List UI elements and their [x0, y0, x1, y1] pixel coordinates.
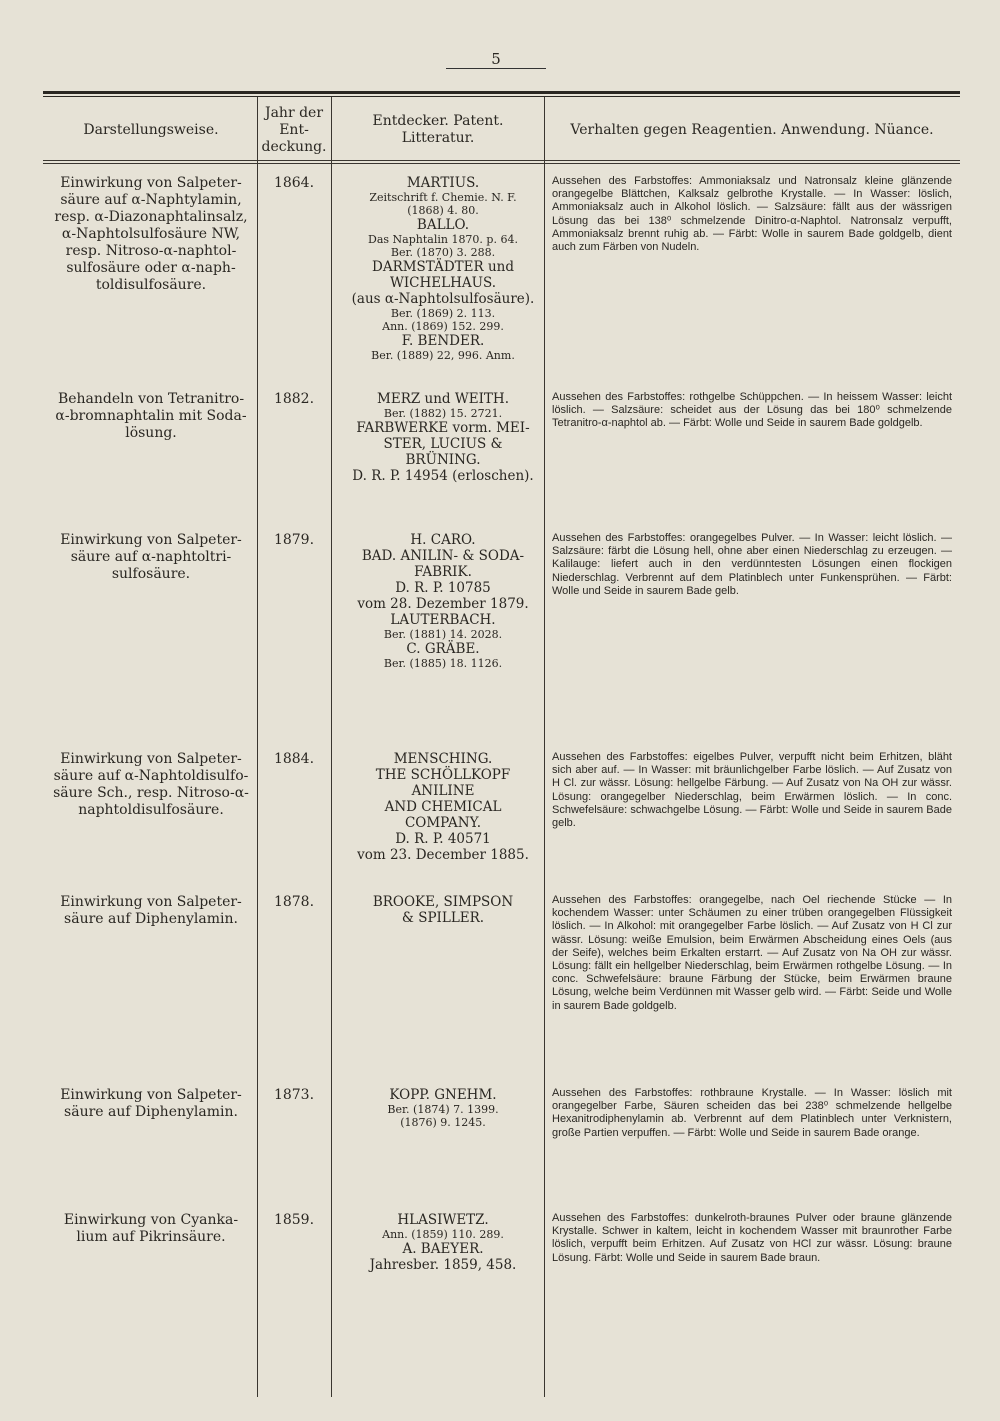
row-1-method: Einwirkung von Salpeter-säure auf α-Naphtylamin, resp. α-Diazonaphtalinsalz, α-Naphtolsulfosäure NW, resp. Nitroso-α-naphtol-sulfosäure oder α-naph-toldisulfosäure.	[54, 175, 248, 293]
reference-line: FABRIK.	[414, 564, 472, 580]
reference-line: MARTIUS.	[406, 175, 480, 191]
header-year: Jahr der Ent-deckung.	[261, 104, 327, 155]
header-rule-double	[43, 163, 960, 164]
reference-line: Das Naphtalin 1870. p. 64.	[368, 233, 518, 246]
row-1-behaviour: Aussehen des Farbstoffes: Ammoniaksalz und Natronsalz kleine glänzende orangegelbe Blättchen, Kalksalz gelbrothe Krystalle. — In Wasser: löslich, Ammoniaksalz auch in Alkohol löslich. — Salzsäure: fällt aus der wässrigen Lösung das bei 138⁰ schmelzende Dinitro-α-Naphtol. Natronsalz verpufft, Ammoniaksalz brennt ruhig ab. — Färbt: Wolle in saurem Bade goldgelb, dient auch zum Färben von Nudeln.	[552, 175, 952, 254]
reference-line: Ber. (1885) 18. 1126.	[383, 657, 503, 670]
row-5-year: 1878.	[273, 894, 315, 910]
reference-line: Zeitschrift f. Chemie. N. F.	[369, 191, 517, 204]
reference-line: Ann. (1869) 152. 299.	[382, 320, 504, 333]
reference-line: FARBWERKE vorm. MEI-	[356, 420, 530, 436]
row-4-year: 1884.	[273, 751, 315, 767]
reference-line: AND CHEMICAL COMPANY.	[384, 799, 502, 831]
reference-line: (aus α-Naphtolsulfosäure).	[351, 291, 535, 307]
reference-line: D. R. P. 40571	[395, 831, 491, 847]
reference-line: Jahresber. 1859, 458.	[369, 1257, 517, 1273]
row-2-year: 1882.	[273, 391, 315, 407]
reference-line: HLASIWETZ.	[397, 1212, 489, 1228]
reference-line: vom 28. Dezember 1879.	[357, 596, 529, 612]
reference-line: & SPILLER.	[401, 910, 485, 926]
row-6-refs	[345, 1087, 541, 1129]
reference-line: BALLO.	[416, 217, 470, 233]
reference-line: (1868) 4. 80.	[407, 204, 479, 217]
reference-line: Ber. (1874) 7. 1399.	[387, 1103, 499, 1116]
reference-line: BAD. ANILIN- & SODA-	[361, 548, 525, 564]
row-1-refs	[345, 175, 541, 362]
row-4-refs	[345, 751, 541, 863]
row-5-method: Einwirkung von Salpeter-säure auf Diphenylamin.	[60, 894, 242, 927]
reference-line: STER, LUCIUS & BRÜNING.	[383, 436, 503, 468]
reference-line: Ber. (1889) 22, 996. Anm.	[371, 349, 515, 362]
column-divider	[257, 97, 258, 1397]
header-rule	[43, 160, 960, 161]
row-7-year: 1859.	[273, 1212, 315, 1228]
header-behaviour: Verhalten gegen Reagentien. Anwendung. Nüance.	[570, 121, 934, 138]
reference-line: C. GRÄBE.	[406, 641, 480, 657]
row-2-refs	[345, 391, 541, 484]
row-5-refs	[345, 894, 541, 926]
page-number-rule	[446, 68, 546, 69]
row-6-behaviour: Aussehen des Farbstoffes: rothbraune Krystalle. — In Wasser: löslich mit orangegelber Farbe, Säuren scheiden das bei 238⁰ schmelzende hellgelbe Hexanitrodiphenylamin ab. Verbrennt auf dem Platinblech unter Verknistern, große Partien verpuffen. — Färbt: Wolle und Seide in saurem Bade orange.	[552, 1087, 952, 1139]
reference-line: (1876) 9. 1245.	[400, 1116, 486, 1129]
reference-line: D. R. P. 10785	[395, 580, 491, 596]
column-divider	[544, 97, 545, 1397]
row-6-method: Einwirkung von Salpeter-säure auf Diphenylamin.	[60, 1087, 242, 1120]
header-method: Darstellungsweise.	[83, 121, 219, 138]
top-rule-thin	[43, 96, 960, 97]
reference-line: Ber. (1882) 15. 2721.	[383, 407, 503, 420]
page-number: 5	[491, 50, 501, 68]
row-7-refs	[345, 1212, 541, 1273]
top-rule	[43, 91, 960, 94]
row-7-method: Einwirkung von Cyanka-lium auf Pikrinsäure.	[63, 1212, 239, 1245]
reference-line: BROOKE, SIMPSON	[372, 894, 514, 910]
reference-line: Ann. (1859) 110. 289.	[382, 1228, 504, 1241]
reference-line: Ber. (1870) 3. 288.	[390, 246, 496, 259]
row-1-year: 1864.	[273, 175, 315, 191]
row-3-refs	[345, 532, 541, 670]
reference-line: KOPP. GNEHM.	[389, 1087, 497, 1103]
reference-line: Ber. (1869) 2. 113.	[390, 307, 496, 320]
header-discoverer-line2: Litteratur.	[401, 130, 475, 146]
reference-line: A. BAEYER.	[402, 1241, 484, 1257]
row-6-year: 1873.	[273, 1087, 315, 1103]
row-5-behaviour: Aussehen des Farbstoffes: orangegelbe, nach Oel riechende Stücke — In kochendem Wasser: unter Schäumen zu einer trüben orangegelben Flüssigkeit löslich. — In Alkohol: mit orangegelber Farbe löslich. — Auf Zusatz von H Cl zur wässr. Lösung: weiße Emulsion, beim Erwärmen Abscheidung eines Oels (aus der Seife), welches beim Erkalten erstarrt. — Auf Zusatz von Na OH zur wässr. Lösung: fällt ein hellgelber Niederschlag, beim Erwärmen rothgelbe Lösung. — In conc. Schwefelsäure: braune Färbung der Stücke, beim Erwärmen braune Lösung, welche beim Verdünnen mit Wasser gelb wird. — Färbt: Seide und Wolle in saurem Bade goldgelb.	[552, 894, 952, 1012]
row-2-behaviour: Aussehen des Farbstoffes: rothgelbe Schüppchen. — In heissem Wasser: leicht löslich. — Salzsäure: scheidet aus der Lösung das bei 180⁰ schmelzende Tetranitro-α-naphtol ab. — Färbt: Wolle und Seide in saurem Bade goldgelb.	[552, 391, 952, 430]
reference-line: MERZ und WEITH.	[377, 391, 509, 407]
reference-line: vom 23. December 1885.	[357, 847, 529, 863]
reference-line: THE SCHÖLLKOPF ANILINE	[375, 767, 511, 799]
reference-line: WICHELHAUS.	[389, 275, 497, 291]
header-discoverer	[335, 100, 541, 160]
reference-line: D. R. P. 14954 (erloschen).	[352, 468, 534, 484]
header-discoverer-line1: Entdecker. Patent.	[372, 113, 504, 129]
reference-line: H. CARO.	[410, 532, 476, 548]
row-4-method: Einwirkung von Salpeter-säure auf α-Naphtoldisulfo-säure Sch., resp. Nitroso-α-naphtoldisulfosäure.	[53, 751, 249, 818]
reference-line: DARMSTÄDTER und	[372, 259, 514, 275]
reference-line: MENSCHING.	[393, 751, 493, 767]
reference-line: F. BENDER.	[401, 333, 485, 349]
reference-line: Ber. (1881) 14. 2028.	[383, 628, 503, 641]
row-3-behaviour: Aussehen des Farbstoffes: orangegelbes Pulver. — In Wasser: leicht löslich. — Salzsäure: färbt die Lösung hell, ohne aber einen Niederschlag zu erzeugen. — Kalilauge: liefert auch in den verdünntesten Lösungen einen flockigen Niederschlag. Verbrennt auf dem Platinblech unter Funkensprühen. — Färbt: Wolle und Seide in saurem Bade gelb.	[552, 532, 952, 597]
row-3-year: 1879.	[273, 532, 315, 548]
reference-line: LAUTERBACH.	[390, 612, 496, 628]
row-2-method: Behandeln von Tetranitro-α-bromnaphtalin mit Soda-lösung.	[55, 391, 247, 441]
column-divider	[331, 97, 332, 1397]
row-4-behaviour: Aussehen des Farbstoffes: eigelbes Pulver, verpufft nicht beim Erhitzen, bläht sich aber auf. — In Wasser: mit bräunlichgelber Farbe löslich. — Auf Zusatz von H Cl. zur wässr. Lösung: hellgelbe Färbung. — Auf Zusatz von Na OH zur wässr. Lösung: orangegelber Niederschlag, beim Erwärmen löslich. — In conc. Schwefelsäure: schwachgelbe Lösung. — Färbt: Wolle und Seide in saurem Bade gelb.	[552, 751, 952, 830]
row-7-behaviour: Aussehen des Farbstoffes: dunkelroth-braunes Pulver oder braune glänzende Krystalle. Schwer in kaltem, leicht in kochendem Wasser mit braunrother Farbe löslich, verpufft beim Erhitzen. Auf Zusatz von HCl zur wässr. Lösung: braune Lösung. Färbt: Wolle und Seide in saurem Bade braun.	[552, 1212, 952, 1264]
row-3-method: Einwirkung von Salpeter-säure auf α-naphtoltri-sulfosäure.	[60, 532, 242, 582]
